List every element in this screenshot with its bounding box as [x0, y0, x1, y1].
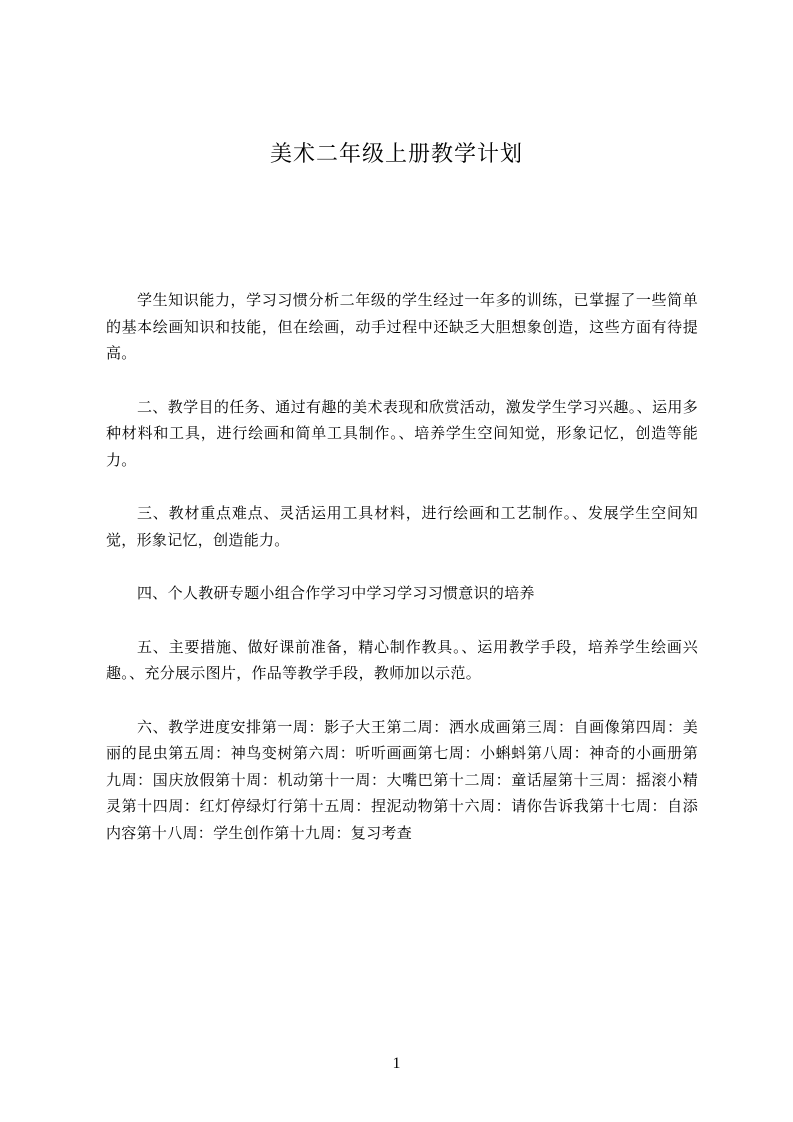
page-number: 1 — [392, 1055, 401, 1072]
document-body — [106, 287, 698, 873]
document-title: 美术二年级上册教学计划 — [269, 142, 523, 167]
paragraph-measures: 五、主要措施、做好课前准备，精心制作教具。、运用教学手段，培养学生绘画兴趣。、充分展示图片，作品等教学手段，教师加以示范。 — [106, 637, 698, 682]
paragraph-teaching-goals: 二、教学目的任务、通过有趣的美术表现和欣赏活动，激发学生学习兴趣。、运用多种材料和工具，进行绘画和简单工具制作。、培养学生空间知觉，形象记忆，创造等能力。 — [106, 397, 698, 469]
paragraph-student-analysis: 学生知识能力，学习习惯分析二年级的学生经过一年多的训练，已掌握了一些简单的基本绘画知识和技能，但在绘画，动手过程中还缺乏大胆想象创造，这些方面有待提高。 — [106, 291, 698, 362]
paragraph-schedule: 六、教学进度安排第一周：影子大王第二周：洒水成画第三周：自画像第四周：美丽的昆虫第五周：神鸟变树第六周：听听画画第七周：小蝌蚪第八周：神奇的小画册第九周：国庆放假第十周：机动第十一周：大嘴巴第十二周：童话屋第十三周：摇滚小精灵第十四周：红灯停绿灯行第十五周：捏泥动物第十六周：请你告诉我第十七周：自添内容第十八周：学生创作第十九周：复习考查 — [106, 717, 698, 842]
paragraph-research-topic: 四、个人教研专题小组合作学习中学习学习习惯意识的培养 — [137, 584, 535, 602]
paragraph-key-difficulties: 三、教材重点难点、灵活运用工具材料，进行绘画和工艺制作。、发展学生空间知觉，形象记忆，创造能力。 — [106, 504, 698, 549]
